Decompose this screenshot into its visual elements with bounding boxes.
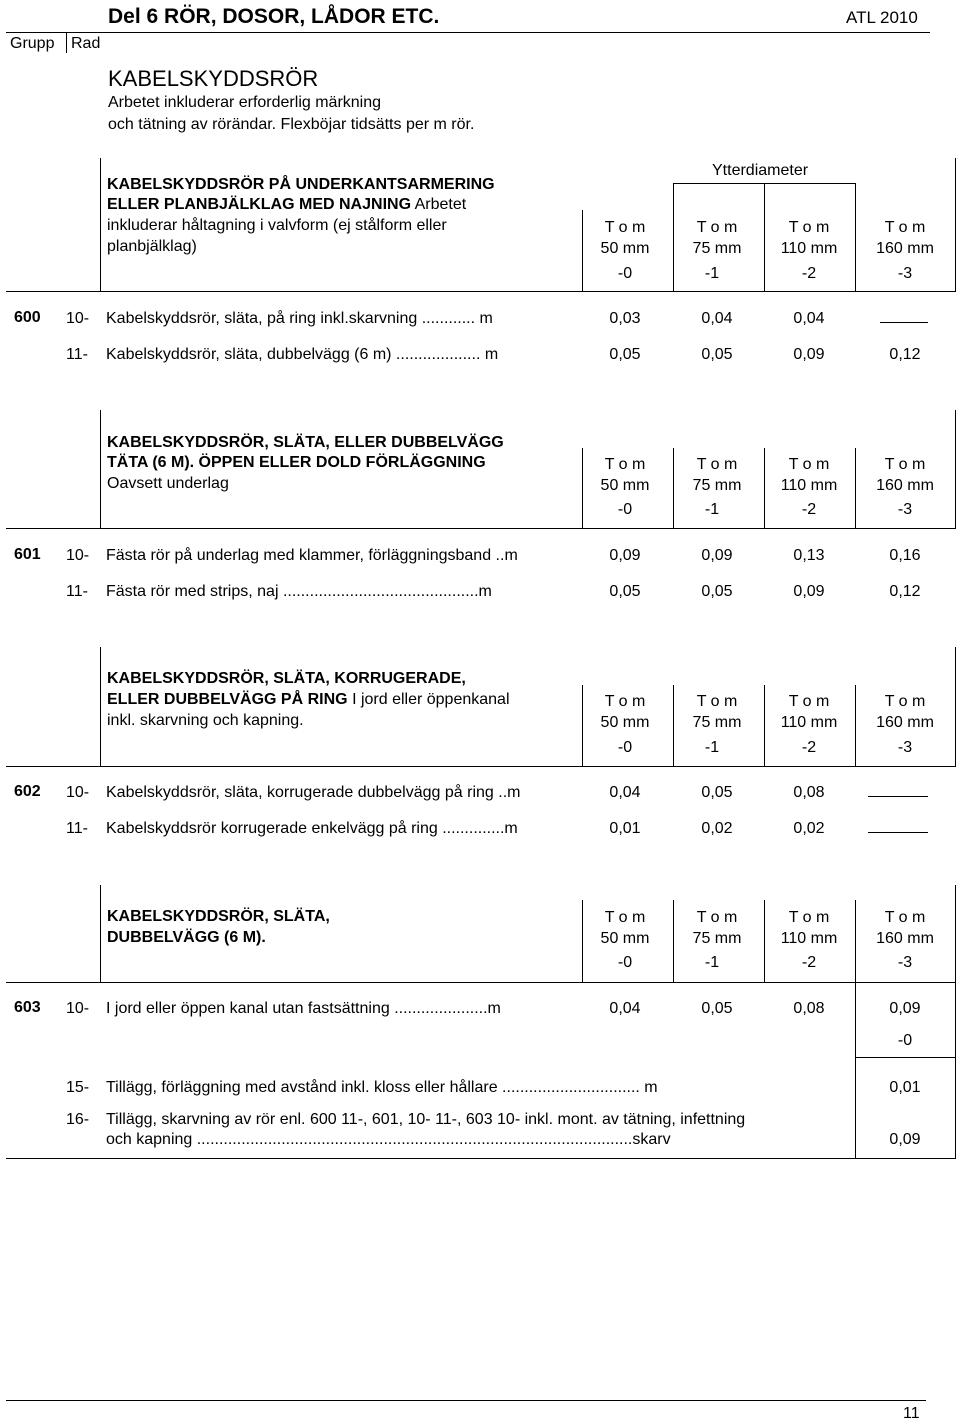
row-value: 0,01 bbox=[889, 1079, 921, 1096]
column-code: -0 bbox=[617, 954, 633, 971]
column-header-110 bbox=[764, 907, 854, 949]
heading-normal: I jord eller öppenkanal bbox=[352, 691, 510, 708]
section-600-left-bracket bbox=[100, 158, 101, 291]
col-divider bbox=[855, 183, 856, 291]
section-600-heading-4: planbjälklag) bbox=[107, 238, 197, 255]
column-code: -2 bbox=[801, 265, 817, 282]
extras-bottom-rule bbox=[6, 1158, 956, 1159]
row-value: 0,04 bbox=[701, 310, 733, 327]
tom-label: T o m bbox=[788, 219, 830, 236]
tom-label: T o m bbox=[884, 909, 926, 926]
row-number: 10- bbox=[66, 784, 90, 801]
column-code: -2 bbox=[801, 501, 817, 518]
atl-year: ATL 2010 bbox=[846, 8, 918, 27]
row-description: Tillägg, förläggning med avstånd inkl. kloss eller hållare ............................... m bbox=[106, 1079, 658, 1096]
section-603-right-bracket bbox=[955, 885, 956, 1158]
extras-column-code: -0 bbox=[897, 1032, 913, 1049]
size-label: 75 mm bbox=[692, 714, 742, 731]
column-code: -0 bbox=[617, 739, 633, 756]
col-divider bbox=[855, 900, 856, 1158]
column-header-50 bbox=[580, 691, 670, 733]
section-600-right-bracket bbox=[955, 158, 956, 291]
grupp-rad-divider bbox=[66, 33, 67, 53]
page-title: Del 6 RÖR, DOSOR, LÅDOR ETC. bbox=[108, 5, 440, 28]
column-header-110 bbox=[764, 217, 854, 259]
section-602-left-bracket bbox=[100, 647, 101, 766]
column-code: -2 bbox=[801, 739, 817, 756]
row-value: 0,04 bbox=[609, 784, 641, 801]
section-600-heading-1: KABELSKYDDSRÖR PÅ UNDERKANTSARMERING bbox=[107, 176, 495, 193]
section-601-left-bracket bbox=[100, 410, 101, 528]
section-600-heading-2 bbox=[107, 196, 466, 214]
heading-normal: Arbetet bbox=[414, 196, 467, 213]
size-label: 110 mm bbox=[780, 240, 838, 257]
empty-value-dash bbox=[868, 796, 928, 797]
size-label: 110 mm bbox=[780, 714, 838, 731]
column-header-160 bbox=[860, 691, 950, 733]
heading-bold: ELLER PLANBJÄLKLAG MED NAJNING bbox=[107, 196, 412, 213]
intro-line-1: Arbetet inkluderar erforderlig märkning bbox=[108, 94, 382, 111]
column-rad-label: Rad bbox=[71, 35, 101, 52]
size-label: 160 mm bbox=[876, 477, 934, 494]
tom-label: T o m bbox=[604, 693, 646, 710]
row-description: Kabelskyddsrör, släta, på ring inkl.skarvning ............ m bbox=[106, 310, 493, 327]
tom-label: T o m bbox=[884, 219, 926, 236]
column-header-50 bbox=[580, 907, 670, 949]
group-number: 603 bbox=[14, 999, 41, 1016]
size-label: 75 mm bbox=[692, 930, 742, 947]
section-601-bottom-rule bbox=[6, 528, 956, 529]
row-value: 0,02 bbox=[701, 820, 733, 837]
column-code: -1 bbox=[704, 501, 720, 518]
size-label: 50 mm bbox=[600, 930, 650, 947]
empty-value-dash bbox=[868, 832, 928, 833]
tom-label: T o m bbox=[884, 693, 926, 710]
row-value: 0,03 bbox=[609, 310, 641, 327]
column-header-75 bbox=[672, 907, 762, 949]
row-value: 0,05 bbox=[701, 583, 733, 600]
tom-label: T o m bbox=[788, 456, 830, 473]
tom-label: T o m bbox=[604, 219, 646, 236]
column-code: -3 bbox=[897, 954, 913, 971]
size-label: 75 mm bbox=[692, 477, 742, 494]
column-code: -0 bbox=[617, 501, 633, 518]
row-value: 0,09 bbox=[889, 1000, 921, 1017]
row-number: 16- bbox=[66, 1111, 90, 1128]
empty-value-dash bbox=[880, 322, 928, 323]
size-label: 160 mm bbox=[876, 714, 934, 731]
section-603-left-bracket bbox=[100, 885, 101, 982]
group-number: 601 bbox=[14, 546, 41, 563]
row-value: 0,05 bbox=[701, 784, 733, 801]
footer-rule bbox=[6, 1400, 926, 1401]
row-number: 15- bbox=[66, 1079, 90, 1096]
row-description: I jord eller öppen kanal utan fastsättning .....................m bbox=[106, 1000, 501, 1017]
row-number: 10- bbox=[66, 547, 90, 564]
intro-title: KABELSKYDDSRÖR bbox=[108, 66, 319, 91]
row-description: Fästa rör på underlag med klammer, förläggningsband ..m bbox=[106, 547, 518, 564]
column-header-50 bbox=[580, 217, 670, 259]
column-header-75 bbox=[672, 691, 762, 733]
tom-label: T o m bbox=[788, 909, 830, 926]
row-value: 0,09 bbox=[889, 1131, 921, 1148]
tom-label: T o m bbox=[696, 909, 738, 926]
section-601-heading-3: Oavsett underlag bbox=[107, 475, 229, 492]
row-description: Kabelskyddsrör korrugerade enkelvägg på ring ..............m bbox=[106, 820, 518, 837]
group-number: 600 bbox=[14, 309, 41, 326]
section-601-right-bracket bbox=[955, 410, 956, 528]
size-label: 110 mm bbox=[780, 477, 838, 494]
column-header-160 bbox=[860, 217, 950, 259]
row-description: Fästa rör med strips, naj ............................................m bbox=[106, 583, 492, 600]
size-label: 50 mm bbox=[600, 714, 650, 731]
header-rule bbox=[6, 32, 930, 33]
row-description-continued: och kapning ..................................................................................................skarv bbox=[106, 1131, 671, 1148]
section-602-heading-1: KABELSKYDDSRÖR, SLÄTA, KORRUGERADE, bbox=[107, 670, 466, 687]
row-value: 0,04 bbox=[609, 1000, 641, 1017]
tom-label: T o m bbox=[696, 693, 738, 710]
col-divider bbox=[855, 685, 856, 766]
row-value: 0,08 bbox=[793, 784, 825, 801]
row-value: 0,09 bbox=[793, 583, 825, 600]
tom-label: T o m bbox=[604, 909, 646, 926]
section-600-heading-3: inkluderar håltagning i valvform (ej stålform eller bbox=[107, 217, 447, 234]
row-value: 0,01 bbox=[609, 820, 641, 837]
row-value: 0,04 bbox=[793, 310, 825, 327]
row-value: 0,09 bbox=[793, 346, 825, 363]
column-code: -3 bbox=[897, 265, 913, 282]
section-602-right-bracket bbox=[955, 647, 956, 766]
section-602-heading-2 bbox=[107, 691, 510, 709]
row-value: 0,12 bbox=[889, 583, 921, 600]
row-number: 11- bbox=[66, 583, 88, 600]
column-header-50 bbox=[580, 454, 670, 496]
row-value: 0,02 bbox=[793, 820, 825, 837]
row-number: 10- bbox=[66, 1000, 90, 1017]
tom-label: T o m bbox=[884, 456, 926, 473]
intro-line-2: och tätning av rörändar. Flexböjar tidsätts per m rör. bbox=[108, 116, 475, 133]
section-600-bottom-rule bbox=[6, 291, 956, 292]
ytterdiameter-rule bbox=[673, 183, 856, 184]
column-header-110 bbox=[764, 691, 854, 733]
size-label: 160 mm bbox=[876, 930, 934, 947]
size-label: 75 mm bbox=[692, 240, 742, 257]
size-label: 50 mm bbox=[600, 477, 650, 494]
tom-label: T o m bbox=[604, 456, 646, 473]
row-value: 0,05 bbox=[701, 1000, 733, 1017]
column-code: -3 bbox=[897, 739, 913, 756]
row-number: 11- bbox=[66, 820, 88, 837]
section-602-heading-3: inkl. skarvning och kapning. bbox=[107, 712, 304, 729]
section-603-bottom-rule bbox=[6, 982, 956, 983]
section-603-heading-2: DUBBELVÄGG (6 M). bbox=[107, 929, 266, 946]
size-label: 110 mm bbox=[780, 930, 838, 947]
row-value: 0,09 bbox=[701, 547, 733, 564]
row-value: 0,12 bbox=[889, 346, 921, 363]
ytterdiameter-label: Ytterdiameter bbox=[712, 162, 809, 179]
tom-label: T o m bbox=[788, 693, 830, 710]
tom-label: T o m bbox=[696, 456, 738, 473]
row-description: Kabelskyddsrör, släta, dubbelvägg (6 m) ................... m bbox=[106, 346, 499, 363]
row-value: 0,09 bbox=[609, 547, 641, 564]
row-number: 11- bbox=[66, 346, 88, 363]
size-label: 50 mm bbox=[600, 240, 650, 257]
size-label: 160 mm bbox=[876, 240, 934, 257]
row-value: 0,13 bbox=[793, 547, 825, 564]
row-value: 0,05 bbox=[609, 346, 641, 363]
heading-bold: ELLER DUBBELVÄGG PÅ RING bbox=[107, 691, 348, 708]
column-code: -1 bbox=[704, 954, 720, 971]
section-601-heading-2: TÄTA (6 M). ÖPPEN ELLER DOLD FÖRLÄGGNING bbox=[107, 454, 486, 471]
section-602-bottom-rule bbox=[6, 766, 956, 767]
column-code: -1 bbox=[704, 265, 720, 282]
section-601-heading-1: KABELSKYDDSRÖR, SLÄTA, ELLER DUBBELVÄGG bbox=[107, 434, 504, 451]
col-divider bbox=[855, 448, 856, 528]
column-header-75 bbox=[672, 454, 762, 496]
row-description: Tillägg, skarvning av rör enl. 600 11-, 601, 10- 11-, 603 10- inkl. mont. av tätning, infettning bbox=[106, 1111, 746, 1128]
tom-label: T o m bbox=[696, 219, 738, 236]
row-value: 0,16 bbox=[889, 547, 921, 564]
row-value: 0,05 bbox=[609, 583, 641, 600]
column-code: -2 bbox=[801, 954, 817, 971]
group-number: 602 bbox=[14, 783, 41, 800]
row-number: 10- bbox=[66, 310, 90, 327]
row-description: Kabelskyddsrör, släta, korrugerade dubbelvägg på ring ..m bbox=[106, 784, 521, 801]
column-header-110 bbox=[764, 454, 854, 496]
row-value: 0,05 bbox=[701, 346, 733, 363]
column-grupp-label: Grupp bbox=[10, 35, 55, 52]
column-code: -1 bbox=[704, 739, 720, 756]
column-code: -3 bbox=[897, 501, 913, 518]
column-header-75 bbox=[672, 217, 762, 259]
column-code: -0 bbox=[617, 265, 633, 282]
section-603-heading-1: KABELSKYDDSRÖR, SLÄTA, bbox=[107, 908, 330, 925]
row-value: 0,08 bbox=[793, 1000, 825, 1017]
page-number: 11 bbox=[903, 1405, 920, 1422]
column-header-160 bbox=[860, 907, 950, 949]
column-header-160 bbox=[860, 454, 950, 496]
extras-code-rule bbox=[855, 1057, 956, 1058]
